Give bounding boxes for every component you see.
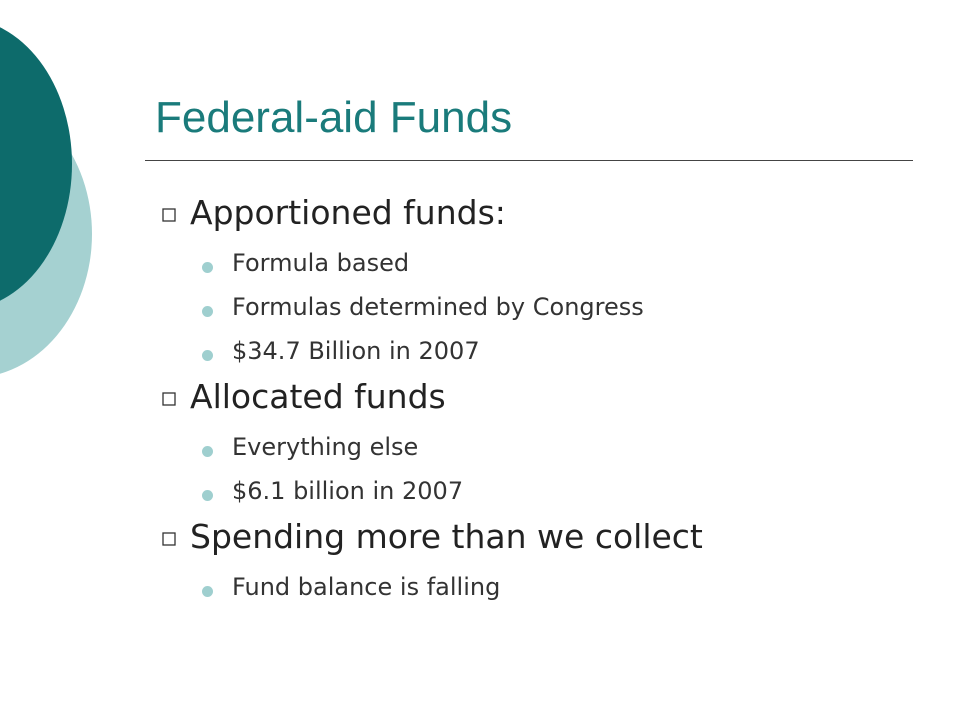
sub-bullet: [155, 566, 935, 610]
dot-bullet-icon: [202, 306, 213, 317]
sub-bullet-text: Everything else: [232, 433, 419, 461]
bullet-text: Spending more than we collect: [190, 517, 703, 556]
dot-bullet-icon: [202, 586, 213, 597]
bullet-list: [155, 190, 935, 610]
bullet-level1: [155, 374, 935, 426]
bullet-item: [155, 374, 935, 514]
sub-bullet: [155, 242, 935, 286]
sub-bullet-text: Formulas determined by Congress: [232, 293, 644, 321]
sub-bullet-text: $6.1 billion in 2007: [232, 477, 464, 505]
sub-bullet: [155, 286, 935, 330]
bullet-item: [155, 514, 935, 610]
hollow-square-bullet-icon: [162, 532, 176, 546]
bullet-item: [155, 190, 935, 374]
dot-bullet-icon: [202, 350, 213, 361]
sub-bullet: [155, 426, 935, 470]
dot-bullet-icon: [202, 490, 213, 501]
slide-title: Federal-aid Funds: [155, 93, 513, 142]
dot-bullet-icon: [202, 446, 213, 457]
bullet-text: Apportioned funds:: [190, 193, 506, 232]
sub-bullet-text: Formula based: [232, 249, 410, 277]
bullet-text: Allocated funds: [190, 377, 446, 416]
sub-bullet-text: $34.7 Billion in 2007: [232, 337, 480, 365]
hollow-square-bullet-icon: [162, 208, 176, 222]
sub-bullet: [155, 330, 935, 374]
title-divider: [145, 160, 913, 161]
hollow-square-bullet-icon: [162, 392, 176, 406]
bullet-level1: [155, 190, 935, 242]
bullet-level1: [155, 514, 935, 566]
sub-bullet: [155, 470, 935, 514]
sub-bullet-text: Fund balance is falling: [232, 573, 501, 601]
dot-bullet-icon: [202, 262, 213, 273]
